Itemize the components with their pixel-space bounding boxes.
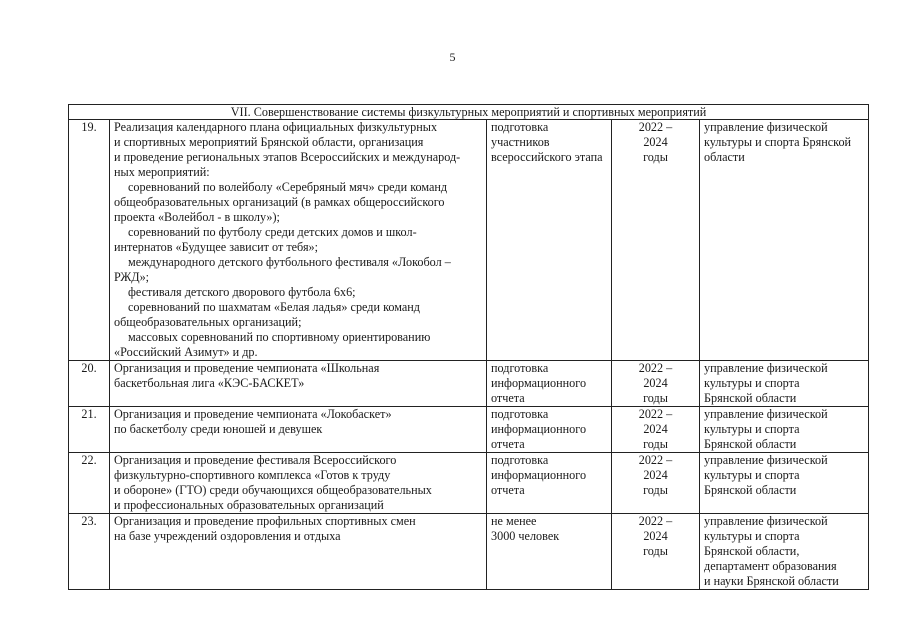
period-cell-line: 2024	[643, 135, 668, 149]
period-cell-line: годы	[643, 544, 668, 558]
responsible-cell-line: культуры и спорта Брянской	[704, 135, 852, 149]
event-cell-line: фестиваля детского дворового футбола 6х6;	[128, 285, 356, 299]
period-cell-line: годы	[643, 391, 668, 405]
period-cell	[612, 514, 700, 590]
table-row	[69, 514, 869, 590]
row-number: 23.	[69, 514, 110, 590]
result-cell-line: участников	[491, 135, 550, 149]
result-cell	[487, 407, 612, 453]
responsible-cell-line: Брянской области	[704, 437, 797, 451]
responsible-cell	[700, 407, 869, 453]
row-number: 22.	[69, 453, 110, 514]
result-cell-line: всероссийского этапа	[491, 150, 603, 164]
event-cell-line: и обороне» (ГТО) среди обучающихся общеобразовательных	[114, 483, 432, 497]
responsible-cell-line: управление физической	[704, 361, 828, 375]
result-cell	[487, 453, 612, 514]
responsible-cell	[700, 514, 869, 590]
event-cell-line: ных мероприятий:	[114, 165, 210, 179]
page-number: 5	[449, 50, 456, 64]
result-cell-line: 3000 человек	[491, 529, 560, 543]
result-cell-line: отчета	[491, 437, 525, 451]
period-cell-line: 2024	[643, 422, 668, 436]
table-row	[69, 120, 869, 361]
responsible-cell-line: культуры и спорта	[704, 468, 800, 482]
period-cell-line: 2022 –	[638, 361, 673, 375]
event-cell-line: и проведение региональных этапов Всероссийских и международ-	[114, 150, 461, 164]
responsible-cell	[700, 361, 869, 407]
responsible-cell-line: культуры и спорта	[704, 529, 800, 543]
result-cell	[487, 120, 612, 361]
result-cell-line: отчета	[491, 483, 525, 497]
event-cell-line: по баскетболу среди юношей и девушек	[114, 422, 323, 436]
event-cell-line: Организация и проведение чемпионата «Школьная	[114, 361, 380, 375]
period-cell-line: годы	[643, 150, 668, 164]
responsible-cell-line: культуры и спорта	[704, 376, 800, 390]
event-cell-line: интернатов «Будущее зависит от тебя»;	[114, 240, 319, 254]
table-row	[69, 407, 869, 453]
event-cell-line: РЖД»;	[114, 270, 150, 284]
responsible-cell-line: и науки Брянской области	[704, 574, 839, 588]
period-cell-line: 2024	[643, 468, 668, 482]
period-cell-line: 2022 –	[638, 407, 673, 421]
result-cell	[487, 361, 612, 407]
period-cell-line: 2024	[643, 529, 668, 543]
table-row	[69, 453, 869, 514]
event-cell-line: физкультурно-спортивного комплекса «Готов к труду	[114, 468, 391, 482]
period-cell-line: 2022 –	[638, 120, 673, 134]
event-cell	[110, 453, 487, 514]
period-cell-line: 2022 –	[638, 514, 673, 528]
result-cell	[487, 514, 612, 590]
responsible-cell	[700, 120, 869, 361]
responsible-cell-line: культуры и спорта	[704, 422, 800, 436]
period-cell	[612, 407, 700, 453]
period-cell	[612, 120, 700, 361]
section-title: VII. Совершенствование системы физкультурных мероприятий и спортивных мероприятий	[69, 105, 869, 120]
row-number: 19.	[69, 120, 110, 361]
responsible-cell-line: области	[704, 150, 745, 164]
period-cell-line: 2022 –	[638, 453, 673, 467]
responsible-cell-line: Брянской области	[704, 483, 797, 497]
responsible-cell-line: управление физической	[704, 453, 828, 467]
result-cell-line: отчета	[491, 391, 525, 405]
event-cell	[110, 407, 487, 453]
period-cell	[612, 453, 700, 514]
result-cell-line: информационного	[491, 422, 587, 436]
result-cell-line: не менее	[491, 514, 537, 528]
period-cell-line: 2024	[643, 376, 668, 390]
event-cell-line: международного детского футбольного фестиваля «Локобол –	[128, 255, 451, 269]
responsible-cell-line: Брянской области	[704, 391, 797, 405]
event-cell-line: массовых соревнований по спортивному ориентированию	[128, 330, 431, 344]
event-cell-line: и спортивных мероприятий Брянской области, организация	[114, 135, 424, 149]
period-cell-line: годы	[643, 437, 668, 451]
event-cell-line: соревнований по футболу среди детских домов и школ-	[128, 225, 417, 239]
event-cell	[110, 514, 487, 590]
table-row	[69, 361, 869, 407]
event-cell-line: проекта «Волейбол - в школу»);	[114, 210, 280, 224]
event-cell-line: Организация и проведение фестиваля Всероссийского	[114, 453, 397, 467]
event-cell-line: Организация и проведение профильных спортивных смен	[114, 514, 416, 528]
event-cell-line: общеобразовательных организаций (в рамках общероссийского	[114, 195, 445, 209]
event-cell-line: соревнований по шахматам «Белая ладья» среди команд	[128, 300, 420, 314]
event-cell-line: на базе учреждений оздоровления и отдыха	[114, 529, 341, 543]
event-cell-line: «Российский Азимут» и др.	[114, 345, 258, 359]
result-cell-line: информационного	[491, 468, 587, 482]
responsible-cell-line: управление физической	[704, 514, 828, 528]
result-cell-line: подготовка	[491, 361, 549, 375]
events-table	[68, 104, 869, 590]
row-number: 21.	[69, 407, 110, 453]
responsible-cell-line: управление физической	[704, 407, 828, 421]
responsible-cell	[700, 453, 869, 514]
period-cell	[612, 361, 700, 407]
row-number: 20.	[69, 361, 110, 407]
responsible-cell-line: управление физической	[704, 120, 828, 134]
responsible-cell-line: департамент образования	[704, 559, 837, 573]
event-cell	[110, 120, 487, 361]
event-cell	[110, 361, 487, 407]
event-cell-line: Организация и проведение чемпионата «Локобаскет»	[114, 407, 392, 421]
responsible-cell-line: Брянской области,	[704, 544, 800, 558]
event-cell-line: общеобразовательных организаций;	[114, 315, 302, 329]
result-cell-line: подготовка	[491, 407, 549, 421]
event-cell-line: баскетбольная лига «КЭС-БАСКЕТ»	[114, 376, 305, 390]
period-cell-line: годы	[643, 483, 668, 497]
result-cell-line: подготовка	[491, 120, 549, 134]
section-header-row	[69, 105, 869, 120]
event-cell-line: Реализация календарного плана официальных физкультурных	[114, 120, 438, 134]
event-cell-line: соревнований по волейболу «Серебряный мяч» среди команд	[128, 180, 448, 194]
result-cell-line: информационного	[491, 376, 587, 390]
result-cell-line: подготовка	[491, 453, 549, 467]
event-cell-line: и профессиональных образовательных организаций	[114, 498, 384, 512]
